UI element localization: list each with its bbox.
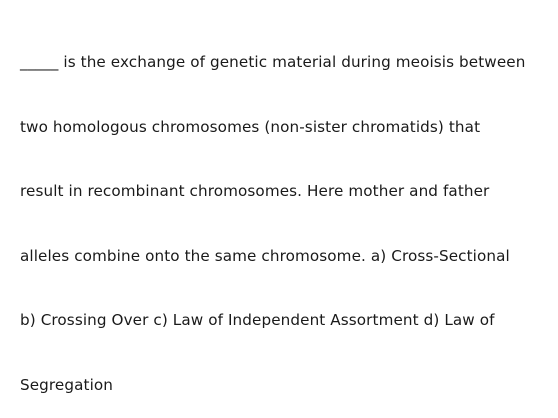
question-line: b) Crossing Over c) Law of Independent Assortment d) Law of [20,311,495,329]
question-line: two homologous chromosomes (non-sister chromatids) that [20,117,481,136]
question-line: _____ is the exchange of genetic material during meoisis between [20,53,526,71]
question-line: alleles combine onto the same chromosome. a) Cross-Sectional [20,246,510,265]
question-line: Segregation [20,375,114,394]
question-text [20,9,550,418]
question-line: result in recombinant chromosomes. Here mother and father [20,182,490,200]
